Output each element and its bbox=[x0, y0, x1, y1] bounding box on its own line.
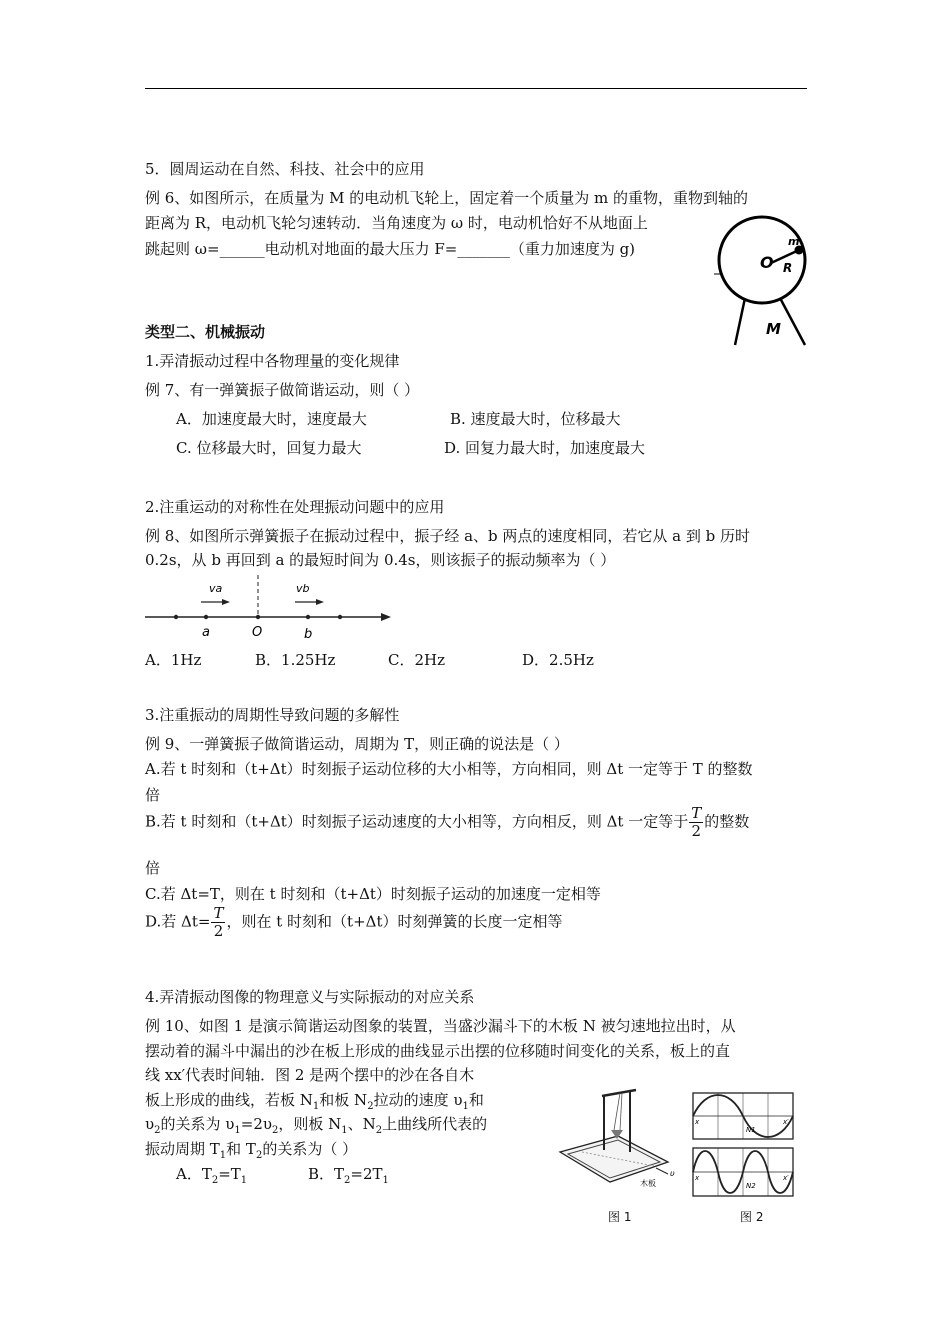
point-a-dot bbox=[204, 615, 208, 619]
text-part: 板上形成的曲线，若板 N bbox=[145, 1091, 313, 1109]
ex8-option-d: D．2.5Hz bbox=[522, 651, 594, 669]
text-part: 振动周期 T bbox=[145, 1140, 220, 1158]
figure-1-caption: 图 1 bbox=[608, 1210, 632, 1224]
ex9-option-a-line-2: 倍 bbox=[145, 786, 161, 804]
velocity-b-label: vb bbox=[296, 582, 310, 595]
stand-right-leg bbox=[780, 298, 805, 345]
header-rule bbox=[145, 88, 807, 89]
ex8-line-1: 例 8、如图所示弹簧振子在振动过程中，振子经 a、b 两点的速度相同，若它从 a 到 b 历时 bbox=[145, 527, 751, 545]
ex6-line-2: 距离为 R，电动机飞轮匀速转动．当角速度为 ω 时，电动机恰好不从地面上 bbox=[145, 214, 648, 232]
ex8-option-c: C．2Hz bbox=[388, 651, 446, 669]
fraction-numerator: T bbox=[691, 804, 702, 822]
ex6-line-1: 例 6、如图所示，在质量为 M 的电动机飞轮上，固定着一个质量为 m 的重物，重物到轴的 bbox=[145, 189, 748, 207]
topic-3-heading: 3.注重振动的周期性导致问题的多解性 bbox=[145, 706, 400, 724]
ex10-option-b bbox=[308, 1163, 389, 1186]
trace-n2 bbox=[693, 1148, 793, 1196]
text-part: υ bbox=[145, 1115, 155, 1133]
topic-1-heading: 1.弄清振动过程中各物理量的变化规律 bbox=[145, 352, 400, 370]
text-part: =2υ bbox=[240, 1115, 272, 1133]
ex8-line-2: 0.2s，从 b 再回到 a 的最短时间为 0.4s，则该振子的振动频率为（ ） bbox=[145, 551, 616, 569]
topic-4-heading: 4.弄清振动图像的物理意义与实际振动的对应关系 bbox=[145, 988, 475, 1006]
velocity-a-label: va bbox=[209, 582, 223, 595]
ex10-option-a bbox=[176, 1163, 247, 1186]
subscript: 1 bbox=[219, 1150, 227, 1161]
type2-heading: 类型二、机械振动 bbox=[145, 323, 266, 341]
ex10-line-4 bbox=[145, 1089, 484, 1112]
fraction-t-over-2 bbox=[689, 805, 703, 839]
board-label: 木板 bbox=[640, 1179, 656, 1188]
motor-mass-label: M bbox=[766, 320, 781, 338]
ex9-option-b-line-1 bbox=[145, 805, 749, 839]
sand-traces-figure bbox=[692, 1092, 794, 1200]
flywheel-axis-label: O bbox=[760, 253, 774, 272]
ex9-stem: 例 9、一弹簧振子做简谐运动，周期为 T，则正确的说法是（ ） bbox=[145, 735, 569, 753]
ex9-option-b-text: B.若 t 时刻和（t+Δt）时刻振子运动速度的大小相等，方向相反，则 Δt 一定等于 bbox=[145, 812, 689, 831]
point-right-dot bbox=[338, 615, 342, 619]
velocity-label: υ bbox=[670, 1169, 675, 1178]
ex8-option-a: A．1Hz bbox=[145, 651, 202, 669]
ex7-option-a: A．加速度最大时，速度最大 bbox=[176, 410, 367, 428]
subscript: 1 bbox=[312, 1101, 320, 1112]
ex7-option-d: D. 回复力最大时，加速度最大 bbox=[444, 439, 646, 457]
text-part: 和 T bbox=[226, 1140, 256, 1158]
fraction-denominator: 2 bbox=[691, 821, 701, 840]
sand-pendulum-apparatus-figure bbox=[556, 1082, 676, 1194]
ex8-option-b: B．1.25Hz bbox=[255, 651, 336, 669]
subscript: 2 bbox=[367, 1101, 374, 1112]
text-part: 、N bbox=[347, 1115, 376, 1133]
text-part: A．T bbox=[176, 1165, 212, 1183]
subscript: 1 bbox=[240, 1175, 248, 1186]
fraction-numerator: T bbox=[213, 904, 224, 922]
point-b-label: b bbox=[304, 627, 313, 641]
ex6-line-3: 跳起则 ω=______电动机对地面的最大压力 F=_______（重力加速度为 g) bbox=[145, 240, 636, 258]
string-b bbox=[620, 1093, 622, 1130]
subscript: 2 bbox=[211, 1175, 219, 1186]
text-part: 的关系为（ ） bbox=[262, 1140, 358, 1158]
point-b-dot bbox=[306, 615, 310, 619]
point-left-dot bbox=[174, 615, 178, 619]
fraction-t-over-2-d bbox=[211, 905, 225, 939]
ex9-option-d bbox=[145, 905, 563, 939]
flywheel-figure bbox=[708, 212, 818, 350]
fraction-denominator: 2 bbox=[213, 921, 224, 940]
text-part: 和板 N bbox=[319, 1091, 368, 1109]
velocity-b-arrowhead bbox=[316, 599, 324, 605]
trace-n2-x-label: x bbox=[695, 1174, 700, 1182]
text-part: =2T bbox=[350, 1165, 383, 1183]
pull-arrow bbox=[656, 1168, 668, 1174]
subscript: 1 bbox=[234, 1125, 241, 1136]
ex9-option-d-head: D.若 Δt= bbox=[145, 912, 211, 931]
text-part: 上曲线所代表的 bbox=[382, 1115, 488, 1133]
ex9-option-a-line-1: A.若 t 时刻和（t+Δt）时刻振子运动位移的大小相等，方向相同，则 Δt 一定等于 T 的整数 bbox=[145, 760, 753, 778]
point-o-dot bbox=[256, 615, 260, 619]
trace-n2-xp-label: x′ bbox=[783, 1174, 789, 1182]
subscript: 2 bbox=[375, 1125, 383, 1136]
topic-2-heading: 2.注重运动的对称性在处理振动问题中的应用 bbox=[145, 498, 445, 516]
subscript: 2 bbox=[344, 1175, 351, 1186]
subscript: 1 bbox=[382, 1175, 389, 1186]
ex9-option-b-line-2: 倍 bbox=[145, 859, 161, 877]
ex10-line-6 bbox=[145, 1138, 357, 1161]
ex10-line-2: 摆动着的漏斗中漏出的沙在板上形成的曲线显示出摆的位移随时间变化的关系，板上的直 bbox=[145, 1042, 731, 1060]
text-part: 和 bbox=[468, 1091, 484, 1109]
ex9-option-b-tail: 的整数 bbox=[704, 812, 750, 831]
subscript: 2 bbox=[272, 1125, 279, 1136]
subscript: 1 bbox=[341, 1125, 348, 1136]
ex7-option-b: B. 速度最大时，位移最大 bbox=[450, 410, 621, 428]
text-part: 的关系为 υ bbox=[160, 1115, 235, 1133]
oscillator-axis-figure bbox=[145, 573, 395, 641]
radius-label: R bbox=[783, 261, 793, 275]
trace-n1-x-label: x bbox=[695, 1118, 700, 1126]
trace-n1-xp-label: x′ bbox=[783, 1118, 789, 1126]
ex7-option-c: C. 位移最大时，回复力最大 bbox=[176, 439, 362, 457]
ex10-line-1: 例 10、如图 1 是演示简谐运动图象的装置，当盛沙漏斗下的木板 N 被匀速地拉出时，从 bbox=[145, 1017, 736, 1035]
axis-arrow bbox=[381, 613, 391, 621]
text-part: ，则板 N bbox=[278, 1115, 342, 1133]
stand-left-leg bbox=[735, 298, 745, 345]
subscript: 2 bbox=[255, 1150, 263, 1161]
section-5-heading: 5．圆周运动在自然、科技、社会中的应用 bbox=[145, 160, 425, 178]
ex9-option-c: C.若 Δt=T，则在 t 时刻和（t+Δt）时刻振子运动的加速度一定相等 bbox=[145, 885, 601, 903]
string-a bbox=[614, 1093, 620, 1130]
trace-n1 bbox=[693, 1093, 793, 1139]
point-a-label: a bbox=[202, 625, 210, 640]
figure-2-caption: 图 2 bbox=[740, 1210, 764, 1224]
text-part: =T bbox=[218, 1165, 241, 1183]
ex10-line-3: 线 xx′代表时间轴．图 2 是两个摆中的沙在各自木 bbox=[145, 1066, 475, 1084]
ex10-line-5 bbox=[145, 1113, 487, 1136]
velocity-a-arrowhead bbox=[222, 599, 230, 605]
weight-mass-label: m bbox=[788, 235, 800, 248]
text-part: 拉动的速度 υ bbox=[373, 1091, 463, 1109]
trace-n1-label: N1 bbox=[746, 1126, 756, 1134]
ex7-stem: 例 7、有一弹簧振子做简谐运动，则（ ） bbox=[145, 381, 420, 399]
trace-n2-label: N2 bbox=[746, 1182, 756, 1190]
point-o-label: O bbox=[252, 625, 263, 640]
subscript: 2 bbox=[154, 1125, 161, 1136]
subscript: 1 bbox=[462, 1101, 469, 1112]
text-part: B．T bbox=[308, 1165, 345, 1183]
ex9-option-d-tail: ，则在 t 时刻和（t+Δt）时刻弹簧的长度一定相等 bbox=[226, 912, 563, 931]
